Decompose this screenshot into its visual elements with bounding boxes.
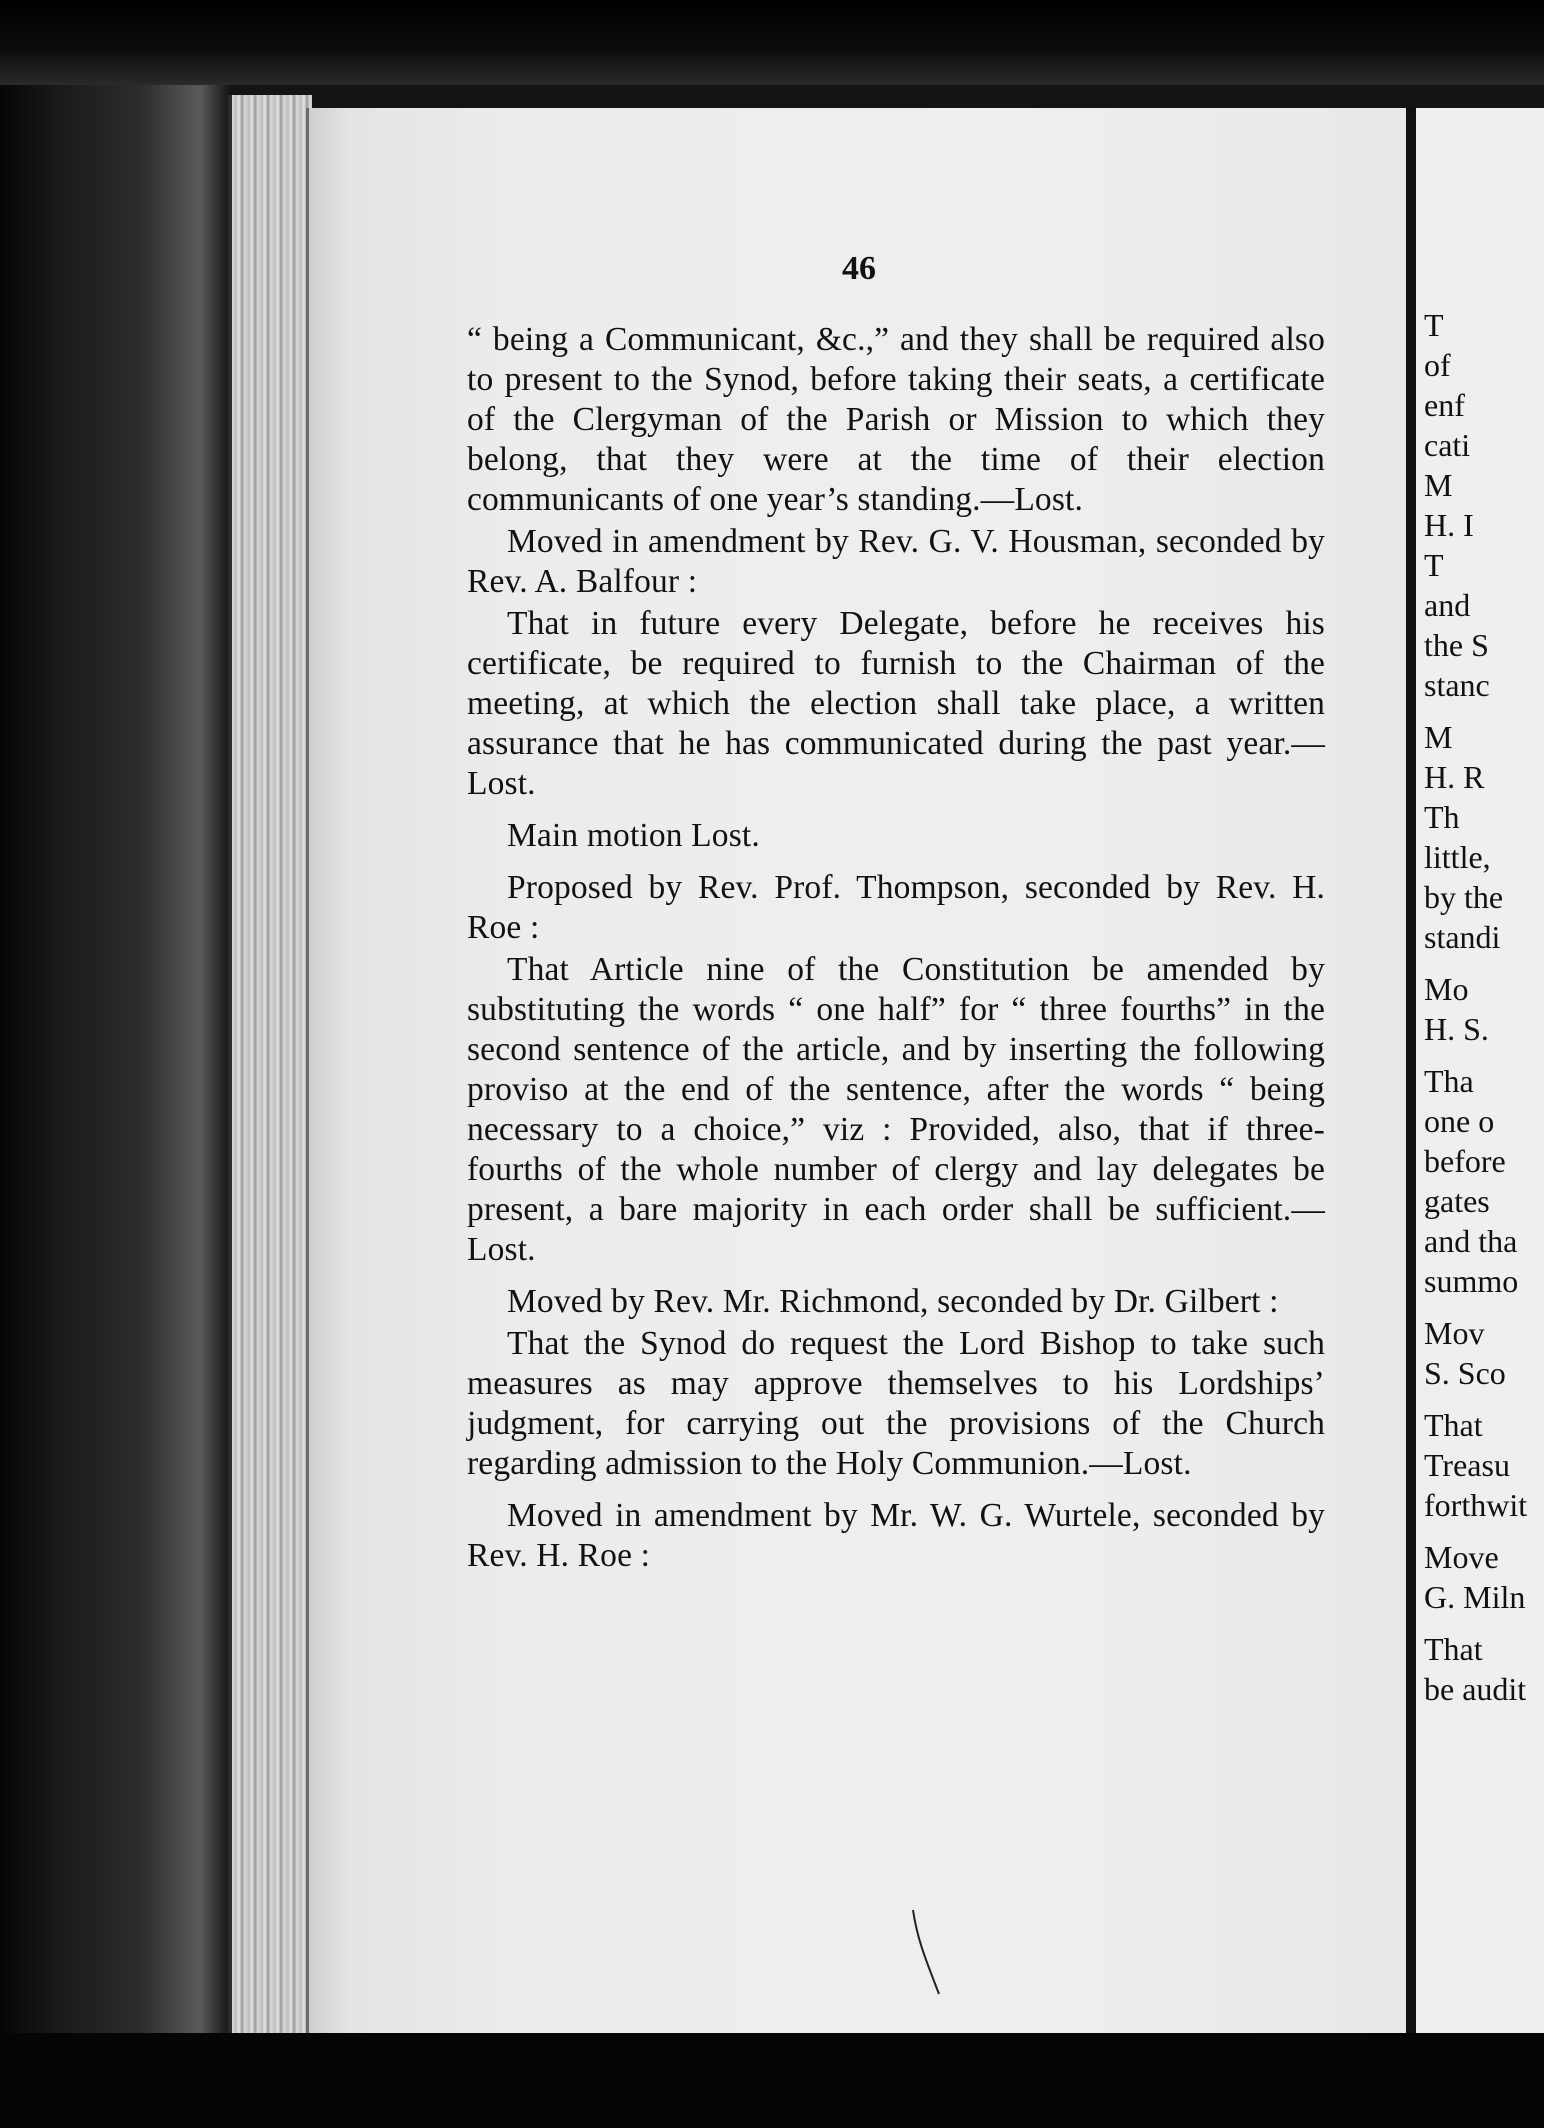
right-line: Tha (1424, 1063, 1474, 1099)
right-line: little, (1424, 839, 1491, 875)
paragraph-4: Main motion Lost. (507, 817, 760, 854)
paragraph-9: Moved in amendment by Mr. W. G. Wurtele, seconded by Rev. H. Roe : (467, 1497, 1325, 1574)
right-line: the S (1424, 627, 1489, 663)
right-gap (1424, 957, 1544, 969)
right-line: That (1424, 1631, 1483, 1667)
right-line: H. I (1424, 507, 1474, 543)
paragraph-1: “ being a Communicant, &c.,” and they shall be required also to present to the Synod, before taking their seats, a certificate of the Clergyman of the Parish or Mission to which they belong, that they were at the time of their election communicants of one year’s standing.—Lost. (467, 321, 1325, 518)
right-line: T (1424, 307, 1444, 343)
right-line: S. Sco (1424, 1355, 1506, 1391)
right-line: G. Miln (1424, 1579, 1526, 1615)
paragraph-6: That Article nine of the Constitution be amended by substituting the words “ one half” for “ three fourths” in the second sentence of the article, and by inserting the following proviso at the end of the sentence, after the words “ being necessary to a choice,” viz : Provided, also, that if three-fourths of the whole number of clergy and lay delegates be present, a bare majority in each order shall be sufficient.—Lost. (467, 951, 1325, 1268)
pen-mark (909, 1908, 949, 1998)
right-line: forthwit (1424, 1487, 1528, 1523)
body-text (467, 320, 1325, 1588)
right-line: Mo (1424, 971, 1469, 1007)
paragraph-7: Moved by Rev. Mr. Richmond, seconded by Dr. Gilbert : (507, 1283, 1279, 1320)
right-gap (1424, 1393, 1544, 1405)
right-line: H. R (1424, 759, 1485, 795)
right-line: T (1424, 547, 1444, 583)
paragraph-3: That in future every Delegate, before he receives his certificate, be required to furnish to the Chairman of the meeting, at which the election shall take place, a written assurance that he has communicated during the past year.—Lost. (467, 605, 1325, 802)
right-gap (1424, 1525, 1544, 1537)
right-line: stanc (1424, 667, 1490, 703)
right-line: Move (1424, 1539, 1499, 1575)
right-line: of (1424, 347, 1451, 383)
right-gap (1424, 1049, 1544, 1061)
right-line: and (1424, 587, 1471, 623)
right-gap (1424, 705, 1544, 717)
scan-bottom-shadow (0, 2033, 1544, 2128)
right-line: standi (1424, 919, 1501, 955)
right-line: cati (1424, 427, 1471, 463)
paragraph-2: Moved in amendment by Rev. G. V. Housman, seconded by Rev. A. Balfour : (467, 523, 1325, 600)
book-gutter (1406, 108, 1416, 2033)
page-number: 46 (842, 250, 876, 287)
scan-top-shadow (0, 0, 1544, 85)
right-page-fragment (1416, 108, 1544, 2033)
right-line: by the (1424, 879, 1504, 915)
right-line: one o (1424, 1103, 1495, 1139)
right-line: gates (1424, 1183, 1490, 1219)
page-edges (228, 95, 312, 2035)
paragraph-8: That the Synod do request the Lord Bishop to take such measures as may approve themselves to his Lordships’ judgment, for carrying out the provisions of the Church regarding admission to the Holy Communion.—Lost. (467, 1325, 1325, 1482)
right-gap (1424, 1617, 1544, 1629)
right-line: Th (1424, 799, 1460, 835)
right-line: before (1424, 1143, 1506, 1179)
right-line: summo (1424, 1263, 1519, 1299)
right-line: Mov (1424, 1315, 1485, 1351)
right-line: Treasu (1424, 1447, 1510, 1483)
right-line: be audit (1424, 1671, 1527, 1707)
right-line: H. S. (1424, 1011, 1489, 1047)
right-line: and tha (1424, 1223, 1518, 1259)
paragraph-5: Proposed by Rev. Prof. Thompson, seconded by Rev. H. Roe : (467, 869, 1325, 946)
right-line: enf (1424, 387, 1465, 423)
right-gap (1424, 1301, 1544, 1313)
right-line: M (1424, 719, 1453, 755)
right-line: M (1424, 467, 1453, 503)
right-page-lines (1424, 305, 1544, 1709)
right-line: That (1424, 1407, 1483, 1443)
left-page (306, 108, 1409, 2033)
